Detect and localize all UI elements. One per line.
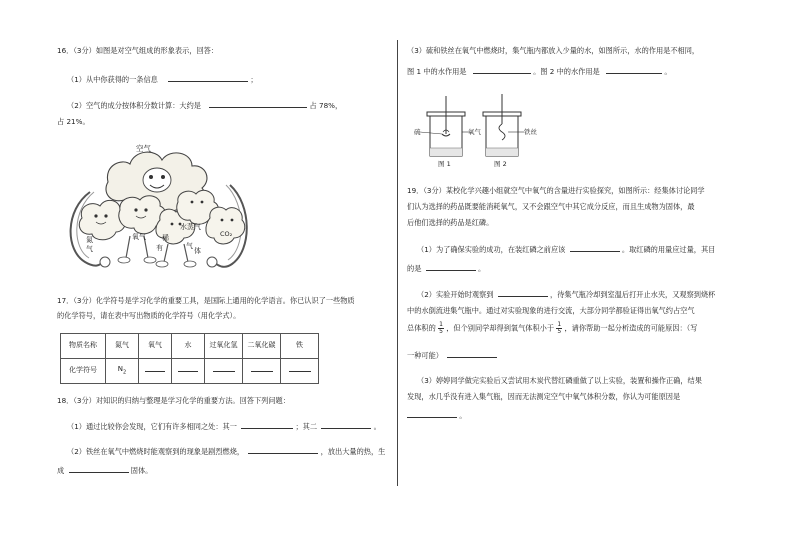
air-composition-illustration <box>60 140 255 275</box>
q18-answer-blank-2[interactable] <box>321 421 371 429</box>
q19-answer-blank-4[interactable] <box>447 350 497 358</box>
q16-sub1-end: ； <box>250 75 258 84</box>
q16-answer-blank-1[interactable] <box>168 74 248 82</box>
q17-title-b: 的化学符号，请在表中写出物质的化学符号（用化学式）。 <box>57 311 241 320</box>
q19-sub3-line3 <box>407 410 467 421</box>
q19-title-c: 后他们选择的药品是红磷。 <box>407 218 494 227</box>
q18-answer-blank-3[interactable] <box>248 446 318 454</box>
fig1-label-oxygen: 氧气 <box>468 128 481 136</box>
q19-answer-blank-2[interactable] <box>426 263 476 271</box>
table-cell-name: 水 <box>172 334 205 359</box>
table-cell-answer[interactable] <box>172 359 205 384</box>
q19-sub2 <box>417 289 715 300</box>
q18-answer-blank-4[interactable] <box>69 465 129 473</box>
q19-sub2-line2: 中的水倒流进集气瓶中。通过对实验现象的进行交流，大部分同学都验证得出氧气约占空气 <box>407 306 695 315</box>
label-rare-gas-c: 气 <box>186 242 193 250</box>
q16-sub2 <box>67 100 342 111</box>
q19-title-a: 19．（3分）某校化学兴趣小组就空气中氧气的含量进行实验探究，如图所示：经集体讨论同学 <box>407 186 705 195</box>
q19-sub3-line2: 发现，水几乎没有进入集气瓶，因而无法测定空气中氧气体积分数，你认为可能原因是 <box>407 392 681 401</box>
q18-3-text-c: 。 <box>664 67 672 76</box>
table-cell-answer[interactable] <box>243 359 281 384</box>
q19-sub1-cont <box>407 263 485 274</box>
table-cell-name: 氧气 <box>139 334 172 359</box>
label-rare-gas-b: 有 <box>156 244 163 252</box>
table-cell-head-symbol: 化学符号 <box>61 359 106 384</box>
symbol-n: N <box>117 365 124 374</box>
chemical-symbol-table <box>60 333 319 384</box>
table-row <box>61 334 319 359</box>
table-cell-name: 铁 <box>281 334 319 359</box>
q18-sub2 <box>67 446 385 457</box>
q17-title-a: 17．（3分）化学符号是学习化学的重要工具，是国际上通用的化学语言。你已认识了一些物质 <box>57 296 355 305</box>
q18-sub1-text-b: ；其二 <box>295 422 318 431</box>
label-rare-gas-a: 稀 <box>162 234 169 242</box>
answer-blank[interactable] <box>145 366 165 372</box>
q18-3-line2 <box>407 66 672 77</box>
table-cell-answer[interactable] <box>205 359 243 384</box>
q18-sub2-cont <box>57 465 152 476</box>
label-air: 空气 <box>136 144 151 153</box>
q18-3-answer-blank-1[interactable] <box>473 66 531 74</box>
q18-3-text-a: 图 1 中的水作用是 <box>407 67 467 76</box>
table-row <box>61 359 319 384</box>
q16-sub1 <box>67 74 258 85</box>
q19-answer-blank-1[interactable] <box>570 244 620 252</box>
q18-sub1-text-c: 。 <box>373 422 381 431</box>
table-cell-symbol-n2 <box>106 359 139 384</box>
q18-sub2-text-b: ，放出大量的热，生 <box>320 447 386 456</box>
q19-sub2-text-a: （2）实验开始时观察到 <box>417 290 494 299</box>
label-nitrogen-b: 气 <box>86 245 93 253</box>
q19-sub2-text-g: 一种可能） <box>407 351 443 360</box>
answer-blank[interactable] <box>289 366 311 372</box>
answer-blank[interactable] <box>213 366 235 372</box>
q18-3-text-b: 。图 2 中的水作用是 <box>533 67 600 76</box>
fig2-caption: 图 2 <box>494 160 507 168</box>
q19-sub2-line4 <box>407 350 497 361</box>
q16-sub2-text-a: （2）空气的成分按体积分数计算：大约是 <box>67 101 201 110</box>
q19-sub2-line3 <box>407 322 697 335</box>
q18-sub2-text-a: （2）铁丝在氧气中燃烧时能观察到的现象是剧烈燃烧， <box>67 447 245 456</box>
column-divider <box>397 40 398 486</box>
q19-sub2-text-e: ，但个别同学却得到氧气体积小于 <box>446 323 555 333</box>
table-cell-name: 二氧化碳 <box>243 334 281 359</box>
q16-title: 16．（3分）如图是对空气组成的形象表示，回答： <box>57 46 219 55</box>
label-water-vapor: 水蒸气 <box>180 223 201 231</box>
q19-sub1-text-b: 。取红磷的用量应过量，其目 <box>621 245 716 254</box>
label-oxygen: 氧气 <box>132 233 146 241</box>
table-cell-answer[interactable] <box>281 359 319 384</box>
q18-sub1 <box>67 421 381 432</box>
answer-blank[interactable] <box>251 366 273 372</box>
q18-answer-blank-1[interactable] <box>241 421 293 429</box>
label-nitrogen-a: 氮 <box>86 236 93 244</box>
table-cell-name: 氮气 <box>106 334 139 359</box>
table-cell-head-name: 物质名称 <box>61 334 106 359</box>
q19-sub1-text-d: 。 <box>477 264 486 273</box>
q18-sub2-text-c: 成 <box>57 466 65 475</box>
label-rare-gas-d: 体 <box>194 247 201 255</box>
q16-answer-blank-2[interactable] <box>209 100 307 108</box>
q19-answer-blank-5[interactable] <box>407 410 457 418</box>
table-cell-name: 过氧化氢 <box>205 334 243 359</box>
q19-sub3-text-c: 。 <box>459 411 467 420</box>
q18-3-answer-blank-2[interactable] <box>606 66 662 74</box>
q18-sub1-text-a: （1）通过比较你会发现，它们有许多相同之处：其一 <box>67 422 237 431</box>
q18-title: 18．（3分）对知识的归纳与整理是学习化学的重要方法。回答下列问题： <box>57 396 290 405</box>
label-co2: CO₂ <box>220 230 233 238</box>
fig2-label-iron-wire: 铁丝 <box>524 128 537 136</box>
q16-sub2-text-b: 占 78%， <box>309 101 343 110</box>
q19-sub2-text-b: ，待集气瓶冷却到室温后打开止水夹，又观察到烧杯 <box>550 290 716 299</box>
q19-sub3: （3）婷婷同学做完实验后又尝试用木炭代替红磷重做了以上实验，装置和操作正确，结果 <box>417 376 702 385</box>
symbol-subscript: 2 <box>123 369 127 376</box>
fraction-one-fifth: $\frac{1}{5}$ <box>439 321 443 335</box>
q19-sub2-text-d: 总体积的 <box>407 323 436 333</box>
q19-sub1-text-c: 的是 <box>407 264 422 273</box>
combustion-figures <box>410 88 540 168</box>
q19-answer-blank-3[interactable] <box>498 289 548 297</box>
q19-sub2-text-f: ，请你帮助一起分析造成的可能原因：（写 <box>564 323 698 333</box>
q16-sub2-cont: 占 21%。 <box>57 117 90 126</box>
q19-title-b: 们认为选择的药品既要能消耗氧气，又不会跟空气中其它成分反应，而且生成物为固体，最 <box>407 202 695 211</box>
q19-sub1-text-a: （1）为了确保实验的成功，在装红磷之前应该 <box>417 245 566 254</box>
q18-sub2-text-d: 固体。 <box>130 466 153 475</box>
fig1-caption: 图 1 <box>438 160 451 168</box>
q19-sub1 <box>417 244 715 255</box>
answer-blank[interactable] <box>178 366 198 372</box>
fraction-one-fifth: $\frac{1}{5}$ <box>557 321 562 335</box>
q16-sub1-text: （1）从中你获得的一条信息 <box>67 75 158 84</box>
q18-3-line1: （3）硫和铁丝在氧气中燃烧时，集气瓶内都放入少量的水，如图所示，水的作用是不相同， <box>407 46 700 55</box>
fig1-label-sulfur: 硫 <box>414 128 421 136</box>
table-cell-answer[interactable] <box>139 359 172 384</box>
